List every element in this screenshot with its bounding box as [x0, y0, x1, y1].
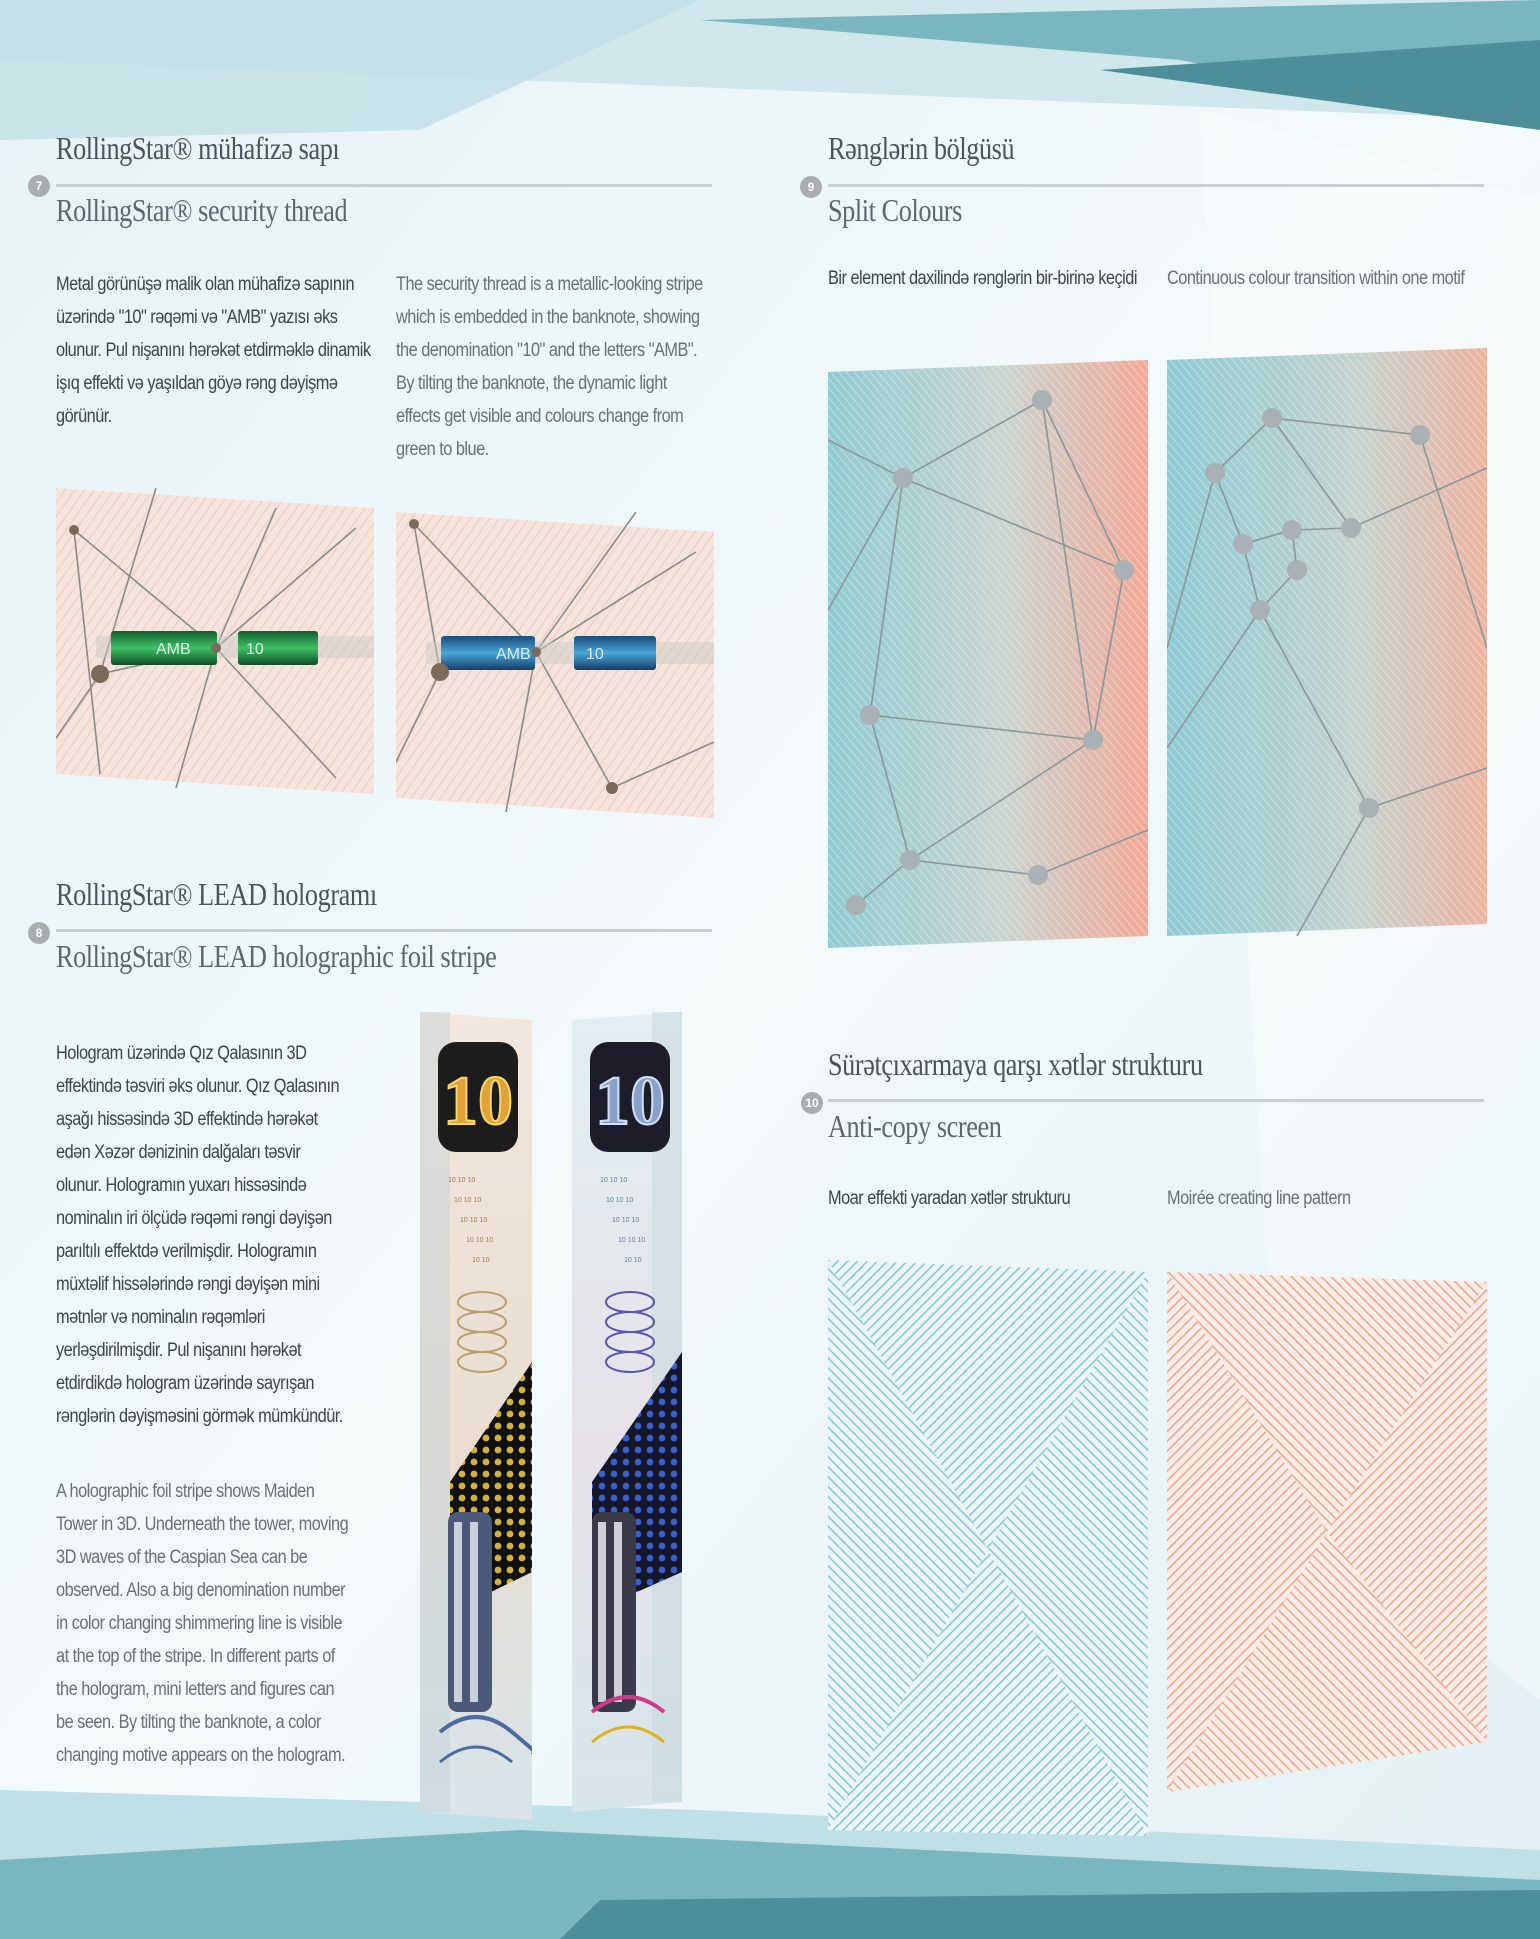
caption-en: Moirée creating line pattern	[1167, 1188, 1351, 1209]
split-colours-image-right	[1167, 348, 1487, 936]
security-thread-blue-image	[396, 512, 714, 818]
section-title-en: Split Colours	[828, 192, 962, 228]
section-title-az: Sürətçıxarmaya qarşı xətlər strukturu	[828, 1046, 1203, 1082]
svg-text:10 10 10: 10 10 10	[466, 1237, 494, 1244]
section-divider	[56, 929, 712, 932]
anti-copy-image-cyan	[828, 1260, 1148, 1836]
svg-text:10 10: 10 10	[472, 1257, 490, 1264]
description-en: A holographic foil stripe shows Maiden Tower in 3D. Underneath the tower, moving 3D waves of the Caspian Sea can be observed. Also a big denomination number in color changing shimmering line is visible at the top of the stripe. In different parts of the hologram, mini letters and figures can be seen. By tilting the banknote, a color changing motive appears on the hologram.	[56, 1481, 349, 1766]
section-title-az: RollingStar® LEAD hologramı	[56, 876, 377, 912]
hologram-denomination: 10	[443, 1063, 513, 1140]
section-divider	[828, 1099, 1484, 1102]
svg-text:10 10 10: 10 10 10	[612, 1217, 640, 1224]
anti-copy-image-salmon	[1167, 1272, 1487, 1792]
section-number-badge: 10	[801, 1092, 823, 1114]
split-colours-image-left	[828, 360, 1148, 948]
section-title-en: Anti-copy screen	[828, 1108, 1002, 1144]
svg-text:10 10 10: 10 10 10	[600, 1177, 628, 1184]
svg-text:10 10 10: 10 10 10	[618, 1237, 646, 1244]
description-en: The security thread is a metallic-looking stripe which is embedded in the banknote, showing the denomination "10" and the letters "AMB". By tilting the banknote, the dynamic light effects get visible and colours change from green to blue.	[396, 274, 703, 460]
caption-az: Moar effekti yaradan xətlər strukturu	[828, 1188, 1071, 1209]
svg-text:10 10 10: 10 10 10	[606, 1197, 634, 1204]
hologram-denomination: 10	[595, 1063, 665, 1140]
section-divider	[56, 184, 712, 187]
section-title-en: RollingStar® LEAD holographic foil stripe	[56, 938, 497, 974]
thread-text-amb: AMB	[496, 646, 531, 663]
svg-text:10 10 10: 10 10 10	[460, 1217, 488, 1224]
thread-text-10: 10	[246, 641, 264, 658]
hologram-stripe-right-image	[572, 1012, 682, 1812]
description-az: Hologram üzərində Qız Qalasının 3D effektində təsviri əks olunur. Qız Qalasının aşağı hissəsində 3D effektində hərəkət edən Xəzər dənizinin dalğaları təsvir olunur. Hologramın yuxarı hissəsində nominalın iri ölçüdə rəqəmi rəngi dəyişən parıltılı effektdə verilmişdir. Hologramın müxtəlif hissələrində rəngi dəyişən mini mətnlər və nominalın rəqəmləri yerləşdirilmişdir. Pul nişanını hərəkət etdirdikdə hologram üzərində sayrışan rənglərin dəyişməsini görmək mümkündür.	[56, 1043, 343, 1427]
section-title-en: RollingStar® security thread	[56, 192, 348, 228]
hologram-stripe-left-image	[420, 1012, 532, 1820]
section-divider	[828, 184, 1484, 187]
security-thread-green-image	[56, 488, 374, 794]
section-title-az: RollingStar® mühafizə sapı	[56, 130, 340, 166]
section-number-badge: 8	[28, 922, 50, 944]
thread-text-10: 10	[586, 646, 604, 663]
section-title-az: Rənglərin bölgüsü	[828, 130, 1015, 166]
svg-text:10 10 10: 10 10 10	[448, 1177, 476, 1184]
svg-text:10 10: 10 10	[624, 1257, 642, 1264]
thread-text-amb: AMB	[156, 641, 191, 658]
caption-en: Continuous colour transition within one motif	[1167, 268, 1465, 289]
section-number-badge: 7	[28, 175, 50, 197]
description-az: Metal görünüşə malik olan mühafizə sapının üzərində "10" rəqəmi və "AMB" yazısı əks olunur. Pul nişanını hərəkət etdirməklə dinamik işıq effekti və yaşıldan göyə rəng dəyişmə görünür.	[56, 274, 371, 427]
caption-az: Bir element daxilində rənglərin bir-birinə keçidi	[828, 268, 1137, 289]
svg-text:10 10 10: 10 10 10	[454, 1197, 482, 1204]
section-number-badge: 9	[800, 176, 822, 198]
